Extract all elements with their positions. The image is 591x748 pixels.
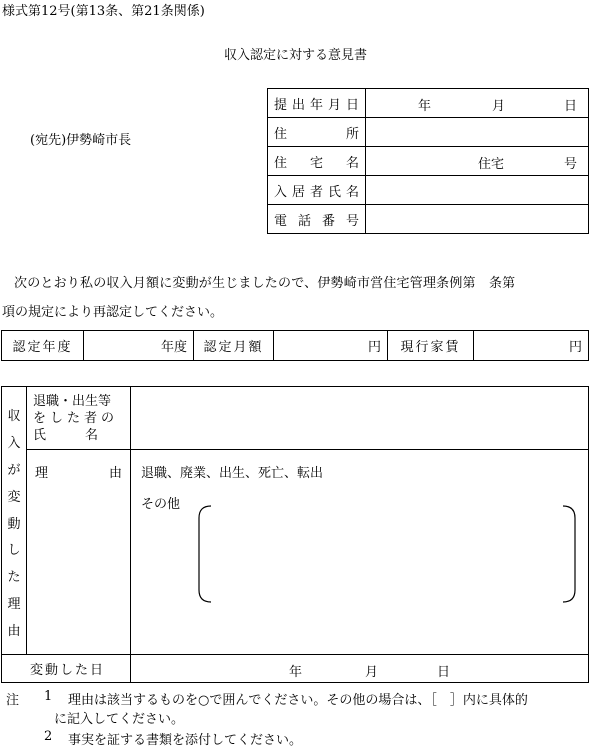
notes-prefix: 注 [6,693,20,708]
row-person [2,387,589,450]
side-char: 理 [7,597,21,613]
date-day-unit: 日 [437,665,451,680]
form-title: 収入認定に対する意見書 [223,48,367,63]
label-char: 番 [321,213,335,229]
row-change-date [2,655,589,683]
label-char: 名 [345,184,359,200]
number-unit: 号 [564,157,578,172]
label-char: 所 [345,126,359,142]
bracket-frame-icon [197,504,577,604]
label-monthly-amount [194,331,274,361]
note1-line1: 理由は該当するものを○で囲んでください。その他の場合は、［ ］内に具体的 [68,693,528,708]
label-char: 者 [309,184,323,200]
side-char: 入 [7,435,21,451]
date-month-unit: 月 [365,665,379,680]
addressee: (宛先)伊勢崎市長 [30,133,132,148]
phone-field[interactable] [366,205,589,234]
body-text-line1: 次のとおり私の収入月額に変動が生じましたので、伊勢崎市営住宅管理条例第 条第 [14,276,516,291]
label-char: 提 [274,97,288,113]
housing-name-field[interactable] [366,147,589,176]
fiscal-year-unit: 年度 [160,340,187,355]
note2-number: 2 [44,729,53,744]
person-label-line2: をした者の [33,410,119,426]
reason-label-char: 理 [35,466,49,481]
side-char: が [7,462,21,478]
label-char: 入 [274,184,288,200]
row-reason [2,450,589,655]
row-resident-name [268,176,589,205]
label-char: 氏 [327,184,341,200]
label-char: 居 [291,184,305,200]
label-char: 話 [297,213,311,229]
form-number: 様式第12号(第13条、第21条関係) [2,4,205,19]
label-char: 名 [345,155,359,171]
label-char: 電 [274,213,288,229]
label-char: 宅 [309,155,323,171]
reason-label-char: 由 [108,466,122,481]
label-phone [268,205,366,234]
label-char: 年 [309,97,323,113]
day-unit: 日 [564,99,578,114]
person-label-line3: 氏 名 [33,427,99,443]
label-char: 月 [327,97,341,113]
date-year-unit: 年 [289,665,303,680]
label-char: 住 [274,155,288,171]
label-fiscal-year [2,331,84,361]
label-submission-date [268,89,366,118]
year-unit: 年 [418,99,432,114]
reason-table [1,386,589,683]
side-label [2,387,27,655]
income-table [1,330,589,361]
label-resident-name [268,176,366,205]
body-text-line2: 項の規定により再認定してください。 [2,305,224,320]
month-unit: 月 [492,99,506,114]
change-date-label: 変動した日 [30,663,106,678]
person-label-line1: 退職・出生等 [33,393,112,409]
note1-line2: に記入してください。 [54,712,185,727]
resident-name-field[interactable] [366,176,589,205]
label-monthly-amount-text: 認定月額 [203,340,264,355]
row-address [268,118,589,147]
person-name-field[interactable] [131,387,589,450]
label-housing-name [268,147,366,176]
row-housing-name [268,147,589,176]
reason-options[interactable]: 退職、廃業、出生、死亡、転出 [141,466,324,481]
label-change-date [2,655,131,683]
label-char: 号 [345,213,359,229]
label-person [27,387,131,450]
current-rent-field[interactable] [474,331,589,361]
side-char: 収 [7,409,21,424]
note2-text: 事実を証する書類を添付してください。 [68,733,303,748]
monthly-amount-field[interactable] [274,331,388,361]
label-reason [27,450,131,655]
side-char: 変 [7,489,21,505]
label-current-rent-text: 現行家賃 [400,340,461,355]
label-char: 日 [345,97,359,113]
note1-number: 1 [44,689,53,704]
side-char: し [7,543,21,559]
label-current-rent [388,331,474,361]
housing-unit: 住宅 [478,157,505,172]
row-phone [268,205,589,234]
label-fiscal-year-text: 認定年度 [12,340,73,355]
label-address [268,118,366,147]
reason-field[interactable] [131,450,589,655]
side-char: 由 [7,624,21,639]
row-submission-date [268,89,589,118]
label-char: 住 [274,126,288,142]
label-char: 出 [291,97,305,113]
current-rent-unit: 円 [568,340,582,355]
monthly-amount-unit: 円 [367,340,381,355]
side-char: 動 [7,516,21,532]
address-field[interactable] [366,118,589,147]
change-date-field[interactable] [131,655,589,683]
applicant-table [267,88,589,234]
side-char: た [7,570,21,586]
submission-date-field[interactable] [366,89,589,118]
fiscal-year-field[interactable] [84,331,194,361]
other-label[interactable]: その他 [141,497,181,512]
